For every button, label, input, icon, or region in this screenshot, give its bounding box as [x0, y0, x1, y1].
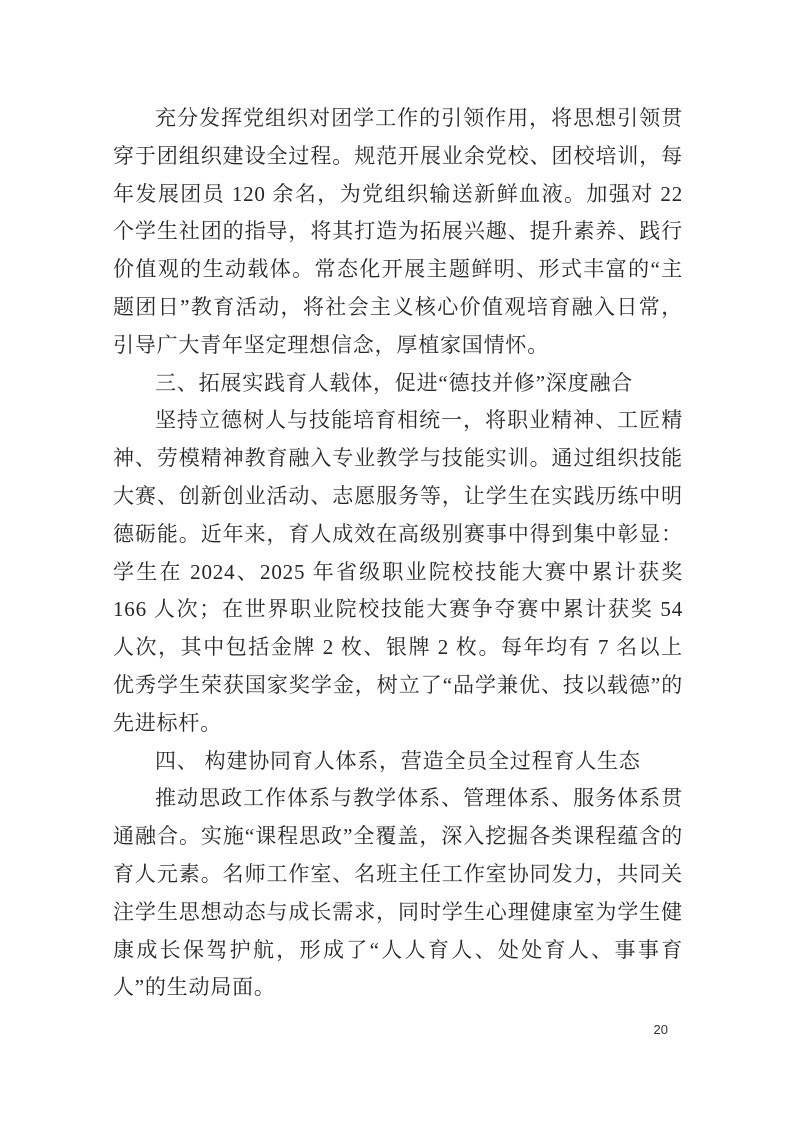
body-paragraph: 推动思政工作体系与教学体系、管理体系、服务体系贯通融合。实施“课程思政”全覆盖，深入挖掘各类课程蕴含的育人元素。名师工作室、名班主任工作室协同发力，共同关注学生思想动态与成长需求，同时学生心理健康室为学生健康成长保驾护航，形成了“人人育人、处处育人、事事育人”的生动局面。 [113, 786, 683, 1000]
page-number: 20 [653, 1022, 668, 1037]
body-paragraph: 坚持立德树人与技能培育相统一，将职业精神、工匠精神、劳模精神教育融入专业教学与技能实训。通过组织技能大赛、创新创业活动、志愿服务等，让学生在实践历练中明德砺能。近年来，育人成效在高级别赛事中得到集中彰显：学生在 2024、2025 年省级职业院校技能大赛中累计获奖 166 人次；在世界职业院校技能大赛争夺赛中累计获奖 54 人次，其中包括金牌 2 枚、银牌 2 枚。每年均有 7 名以上优秀学生荣获国家奖学金，树立了“品学兼优、技以载德”的先进标杆。 [113, 408, 683, 735]
section-heading-4: 四、 构建协同育人体系，营造全员全过程育人生态 [155, 748, 641, 773]
body-paragraph: 充分发挥党组织对团学工作的引领作用，将思想引领贯穿于团组织建设全过程。规范开展业余党校、团校培训，每年发展团员 120 余名，为党组织输送新鲜血液。加强对 22 个学生社团的指导，将其打造为拓展兴趣、提升素养、践行价值观的生动载体。常态化开展主题鲜明、形式丰富的“主题团日”教育活动，将社会主义核心价值观培育融入日常，引导广大青年坚定理想信念，厚植家国情怀。 [113, 106, 683, 357]
section-heading-3: 三、拓展实践育人载体，促进“德技并修”深度融合 [155, 370, 634, 395]
document-body [113, 100, 683, 1007]
